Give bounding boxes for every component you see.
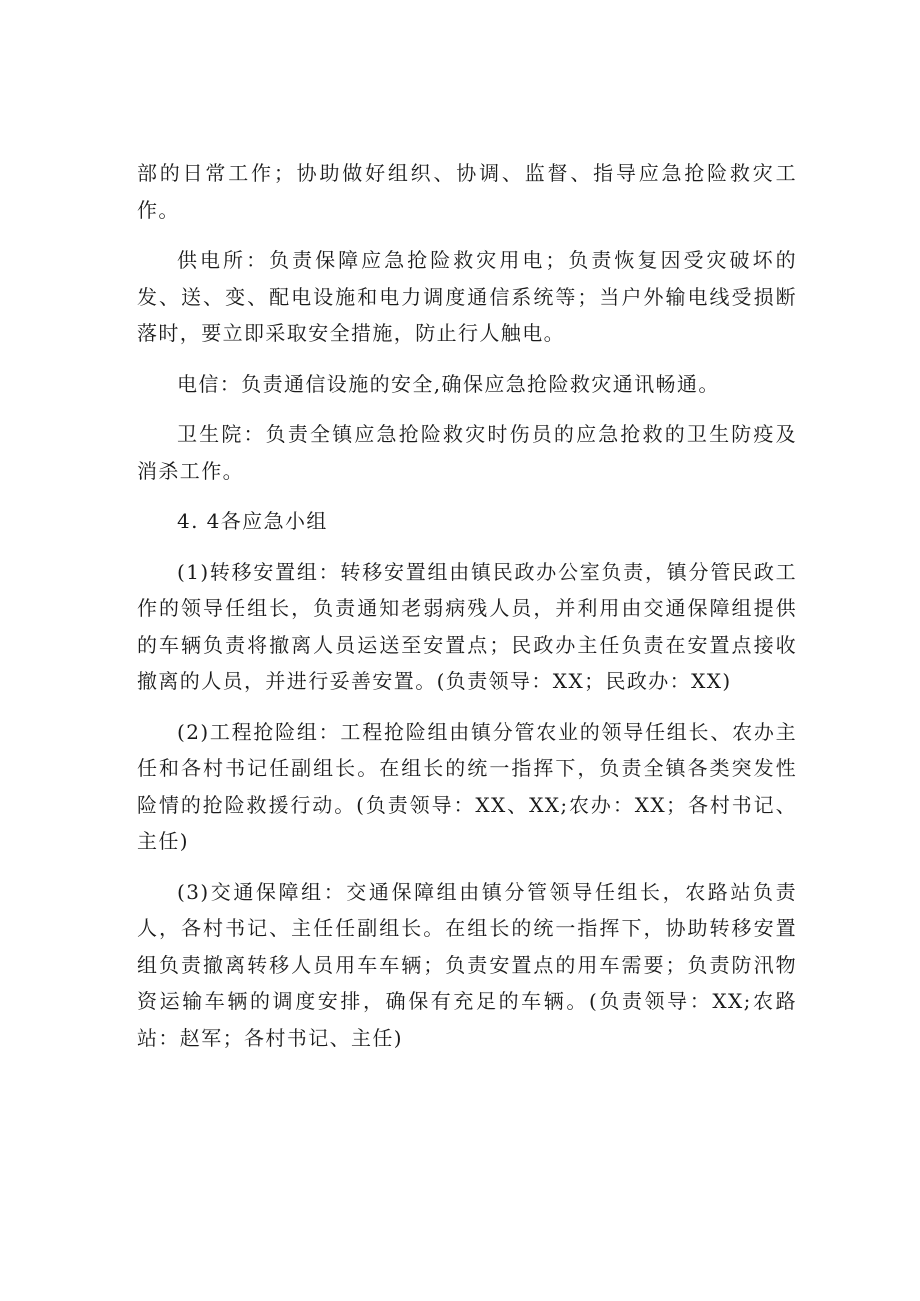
paragraph-relocation-group: (1)转移安置组：转移安置组由镇民政办公室负责，镇分管民政工作的领导任组长，负责通知老弱病残人员，并利用由交通保障组提供的车辆负责将撤离人员运送至安置点；民政办主任负责在安置点接收撤离的人员，并进行妥善安置。(负责领导：XX；民政办：XX) <box>137 559 797 693</box>
section-heading-4-4: 4. 4各应急小组 <box>177 509 328 533</box>
paragraph-continued-duties: 部的日常工作；协助做好组织、协调、监督、指导应急抢险救灾工作。 <box>137 161 797 222</box>
paragraph-power-supply-station: 供电所：负责保障应急抢险救灾用电；负责恢复因受灾破坏的发、送、变、配电设施和电力调度通信系统等；当户外输电线受损断落时，要立即采取安全措施，防止行人触电。 <box>137 248 797 345</box>
paragraph-health-center: 卫生院：负责全镇应急抢险救灾时伤员的应急抢救的卫生防疫及消杀工作。 <box>137 422 797 483</box>
document-body <box>137 155 797 1070</box>
paragraph-traffic-support-group: (3)交通保障组：交通保障组由镇分管领导任组长，农路站负责人，各村书记、主任任副组长。在组长的统一指挥下，协助转移安置组负责撤离转移人员用车车辆；负责安置点的用车需要；负责防汛物资运输车辆的调度安排，确保有充足的车辆。(负责领导：XX;农路站：赵军；各村书记、主任) <box>137 879 797 1050</box>
paragraph-telecom: 电信：负责通信设施的安全,确保应急抢险救灾通讯畅通。 <box>177 371 720 396</box>
paragraph-engineering-rescue-group: (2)工程抢险组：工程抢险组由镇分管农业的领导任组长、农办主任和各村书记任副组长。在组长的统一指挥下，负责全镇各类突发性险情的抢险救援行动。(负责领导：XX、XX;农办：XX；各村书记、主任) <box>137 719 797 853</box>
